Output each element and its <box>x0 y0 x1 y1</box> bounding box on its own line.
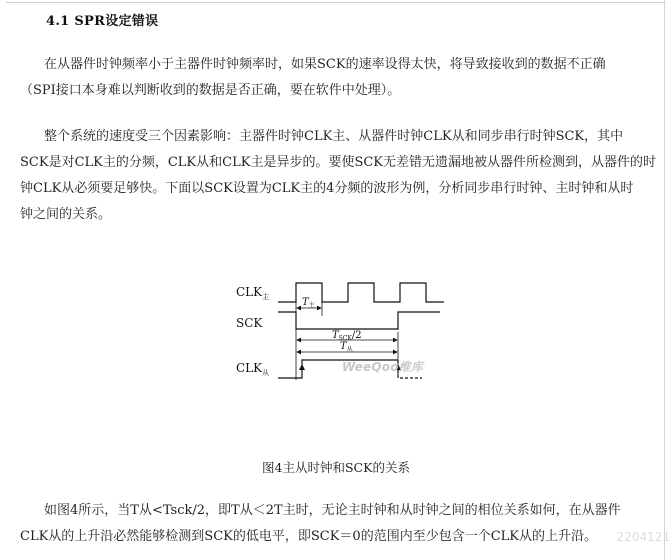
paragraph-line: （SPI接口本身难以判断收到的数据是否正确，要在软件中处理）。 <box>20 83 401 98</box>
top-divider <box>6 2 666 3</box>
figure-caption: 图4主从时钟和SCK的关系 <box>262 460 410 475</box>
t-main-label: $T_主$ <box>302 297 315 309</box>
paragraph-line: 整个系统的速度受三个因素影响：主器件时钟CLK主、从器件时钟CLK从和同步串行时钟SCK，其中 <box>44 129 624 144</box>
corner-watermark: 2204121 <box>616 530 670 544</box>
timing-diagram <box>226 272 452 396</box>
clk-slave-label: $CLK_从$ <box>236 361 270 377</box>
right-border <box>664 0 665 560</box>
paragraph-line: 如图4所示，当T从<Tsck/2，即T从＜2T主时，无论主时钟和从时钟之间的相位关系如何，在从器件 <box>44 503 621 518</box>
t-sck-label: $T_{SCK}/2$ <box>332 330 362 342</box>
paragraph-line: 在从器件时钟频率小于主器件时钟频率时，如果SCK的速率设得太快，将导致接收到的数据不正确 <box>44 57 606 72</box>
paragraph-line: 钟CLK从必须要足够快。下面以SCK设置为CLK主的4分频的波形为例，分析同步串行时钟、主时钟和从时 <box>20 181 634 196</box>
paragraph-3 <box>20 498 660 550</box>
timing-diagram-svg <box>226 272 452 396</box>
paragraph-line: SCK是对CLK主的分频，CLK从和CLK主是异步的。要使SCK无差错无遗漏地被从器件所检测到，从器件的时 <box>20 155 657 170</box>
clk-main-label: $CLK_主$ <box>236 285 270 301</box>
watermark-logo: WeeQoo维库 <box>342 360 424 374</box>
section-heading: 4.1 SPR设定错误 <box>46 14 159 29</box>
sck-label: SCK <box>236 316 263 330</box>
paragraph-2 <box>20 124 660 228</box>
sck-waveform <box>278 312 440 329</box>
paragraph-line: CLK从的上升沿必然能够检测到SCK的低电平，即SCK＝0的范围内至少包含一个CLK从的上升沿。 <box>20 529 597 544</box>
paragraph-1 <box>20 52 660 104</box>
paragraph-line: 钟之间的关系。 <box>20 207 112 222</box>
t-slave-label: $T_从$ <box>340 341 353 353</box>
